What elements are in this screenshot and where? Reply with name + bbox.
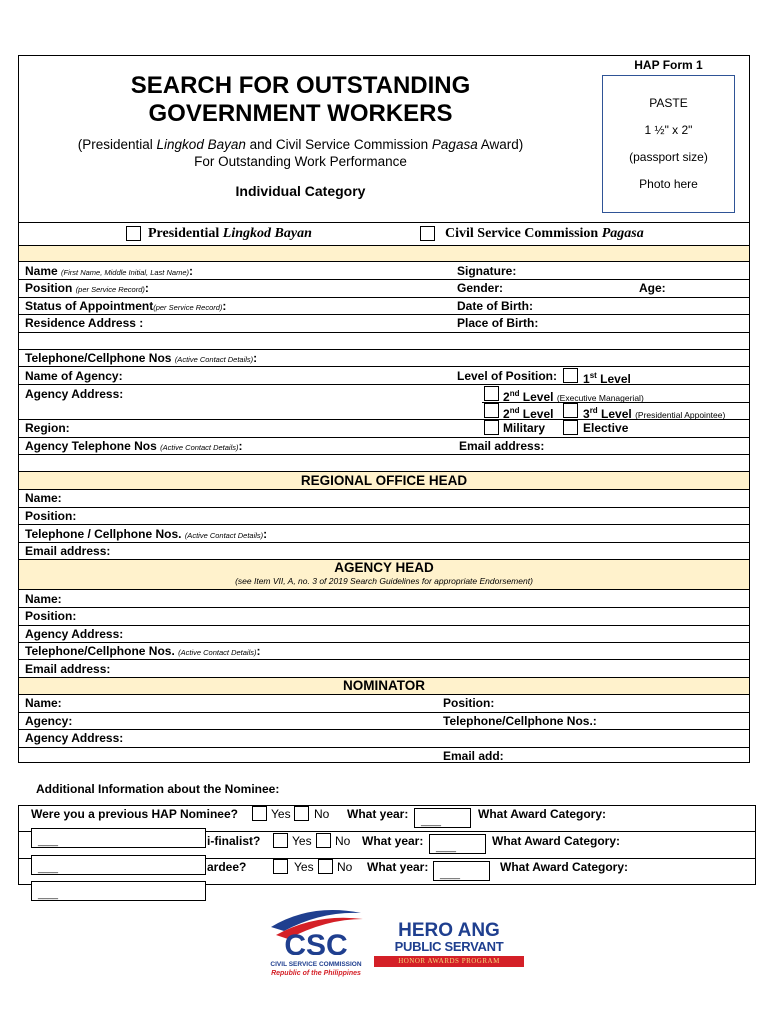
divider (18, 297, 750, 298)
divider (18, 454, 750, 455)
divider (18, 542, 750, 543)
q1-year-input[interactable]: ____ (414, 808, 471, 828)
checkbox-q3-no[interactable] (318, 859, 333, 874)
agency-telephone-label: Agency Telephone Nos (Active Contact Details): (25, 439, 243, 453)
nominee-position-label: Position (per Service Record): (25, 281, 149, 295)
q1-no-label: No (314, 807, 330, 821)
nominator-name-label: Name: (25, 696, 62, 710)
additional-info-heading: Additional Information about the Nominee: (36, 782, 280, 796)
level1-label: 1st Level (583, 371, 631, 386)
photo-line4: Photo here (639, 177, 698, 191)
csc-letters: CSC (284, 929, 348, 955)
q3-yes-label: Yes (294, 860, 314, 874)
divider (18, 524, 750, 525)
overlay-textbox-2[interactable]: ____ (31, 855, 206, 875)
age-label: Age: (639, 281, 666, 295)
level-of-position-label: Level of Position: (457, 369, 558, 383)
checkbox-pagasa[interactable] (420, 226, 435, 241)
military-label: Military (503, 421, 546, 435)
q2-no-label: No (335, 834, 351, 848)
overlay-textbox-3[interactable]: ____ (31, 881, 206, 901)
hero-ribbon: HONOR AWARDS PROGRAM (374, 956, 524, 967)
csc-logo (266, 905, 366, 987)
nominator-email-label: Email add: (443, 749, 504, 763)
csc-name: CIVIL SERVICE COMMISSION (270, 961, 362, 968)
regional-head-telephone-label: Telephone / Cellphone Nos. (Active Contact Details): (25, 527, 268, 541)
photo-line2: 1 ½" x 2" (644, 123, 693, 137)
q2-award-category-label: What Award Category: (492, 834, 621, 848)
dob-label: Date of Birth: (457, 299, 533, 313)
divider (18, 507, 750, 508)
csc-swoosh-icon (266, 905, 366, 955)
divider (18, 642, 750, 643)
overlay-textbox-1[interactable]: ____ (31, 828, 206, 848)
checkbox-q1-no[interactable] (294, 806, 309, 821)
checkbox-level2[interactable] (484, 403, 499, 418)
nominator-telephone-label: Telephone/Cellphone Nos.: (443, 714, 597, 728)
q3-award-category-label: What Award Category: (500, 860, 629, 874)
q1-yes-label: Yes (271, 807, 291, 821)
divider (18, 314, 750, 315)
agency-head-heading: AGENCY HEAD (334, 560, 434, 575)
divider (18, 589, 750, 590)
divider (18, 279, 750, 280)
previous-nominee-question: Were you a previous HAP Nominee? (31, 807, 238, 821)
divider (18, 659, 750, 660)
level2-executive-label: 2nd Level (Executive Managerial) (503, 389, 644, 404)
q3-no-label: No (337, 860, 353, 874)
checkbox-lingkod-bayan[interactable] (126, 226, 141, 241)
divider (18, 332, 750, 333)
status-label: Status of Appointment(per Service Record): (25, 299, 227, 313)
checkbox-q3-yes[interactable] (273, 859, 288, 874)
nominator-address-label: Agency Address: (25, 731, 124, 745)
form-title-line2: GOVERNMENT WORKERS (148, 100, 453, 127)
regional-head-name-label: Name: (25, 491, 62, 505)
previous-awardee-question: ardee? (207, 860, 247, 874)
nominator-heading: NOMINATOR (343, 678, 425, 693)
divider (18, 729, 750, 730)
nominator-position-label: Position: (443, 696, 495, 710)
regional-head-position-label: Position: (25, 509, 77, 523)
nominator-agency-label: Agency: (25, 714, 73, 728)
divider (18, 437, 750, 438)
agency-head-email-label: Email address: (25, 662, 111, 676)
photo-box[interactable] (602, 75, 735, 213)
q3-what-year-label: What year: (367, 860, 429, 874)
agency-head-address-label: Agency Address: (25, 627, 124, 641)
signature-label: Signature: (457, 264, 517, 278)
divider (18, 625, 750, 626)
agency-name-label: Name of Agency: (25, 369, 123, 383)
checkbox-military[interactable] (484, 420, 499, 435)
divider (18, 384, 750, 385)
checkbox-level1[interactable] (563, 368, 578, 383)
q2-what-year-label: What year: (362, 834, 424, 848)
csc-country: Republic of the Philippines (271, 970, 361, 977)
yellow-band (19, 246, 749, 261)
q2-yes-label: Yes (292, 834, 312, 848)
agency-head-name-label: Name: (25, 592, 62, 606)
divider (18, 349, 750, 350)
nominee-email-label: Email address: (459, 439, 545, 453)
checkbox-level2-executive[interactable] (484, 386, 499, 401)
divider (18, 366, 750, 367)
nominee-telephone-label: Telephone/Cellphone Nos (Active Contact Details): (25, 351, 258, 365)
hero-logo (370, 922, 528, 972)
divider (18, 419, 750, 420)
checkbox-q2-yes[interactable] (273, 833, 288, 848)
divider (18, 222, 750, 223)
elective-label: Elective (583, 421, 629, 435)
semi-finalist-question: i-finalist? (207, 834, 261, 848)
photo-line1: PASTE (649, 96, 688, 110)
hero-line1: HERO ANG (398, 920, 500, 941)
regional-head-email-label: Email address: (25, 544, 111, 558)
form-id: HAP Form 1 (634, 58, 703, 72)
q1-award-category-label: What Award Category: (478, 807, 607, 821)
q3-year-input[interactable]: ____ (433, 861, 490, 881)
pob-label: Place of Birth: (457, 316, 539, 330)
form-title-line1: SEARCH FOR OUTSTANDING (130, 72, 471, 99)
option-pagasa: Civil Service Commission Pagasa (445, 226, 644, 241)
agency-head-note: (see Item VII, A, no. 3 of 2019 Search Guidelines for appropriate Endorsement) (235, 576, 533, 586)
level3-label: 3rd Level (Presidential Appointee) (583, 406, 726, 421)
residence-label: Residence Address : (25, 316, 144, 330)
level2-label: 2nd Level (503, 406, 554, 421)
hero-line2: PUBLIC SERVANT (394, 939, 504, 954)
agency-head-telephone-label: Telephone/Cellphone Nos. (Active Contact Details): (25, 644, 261, 658)
checkbox-level3[interactable] (563, 403, 578, 418)
divider (18, 261, 750, 262)
q2-year-input[interactable]: ____ (429, 834, 486, 854)
nominee-name-label: Name (First Name, Middle Initial, Last Name): (25, 264, 193, 278)
checkbox-q1-yes[interactable] (252, 806, 267, 821)
option-lingkod-bayan: Presidential Lingkod Bayan (148, 226, 312, 241)
regional-head-heading: REGIONAL OFFICE HEAD (300, 473, 468, 488)
divider (18, 489, 750, 490)
divider (18, 712, 750, 713)
region-label: Region: (25, 421, 70, 435)
divider (18, 747, 750, 748)
gender-label: Gender: (457, 281, 504, 295)
checkbox-q2-no[interactable] (316, 833, 331, 848)
agency-address-label: Agency Address: (25, 387, 124, 401)
form-subtitle-line2: For Outstanding Work Performance (194, 154, 407, 169)
divider (482, 402, 750, 403)
agency-head-position-label: Position: (25, 609, 77, 623)
photo-line3: (passport size) (629, 150, 708, 164)
form-subtitle: (Presidential Lingkod Bayan and Civil Service Commission Pagasa Award) (77, 137, 524, 152)
checkbox-elective[interactable] (563, 420, 578, 435)
divider (18, 607, 750, 608)
q1-what-year-label: What year: (347, 807, 409, 821)
divider (18, 694, 750, 695)
form-category: Individual Category (235, 183, 366, 199)
